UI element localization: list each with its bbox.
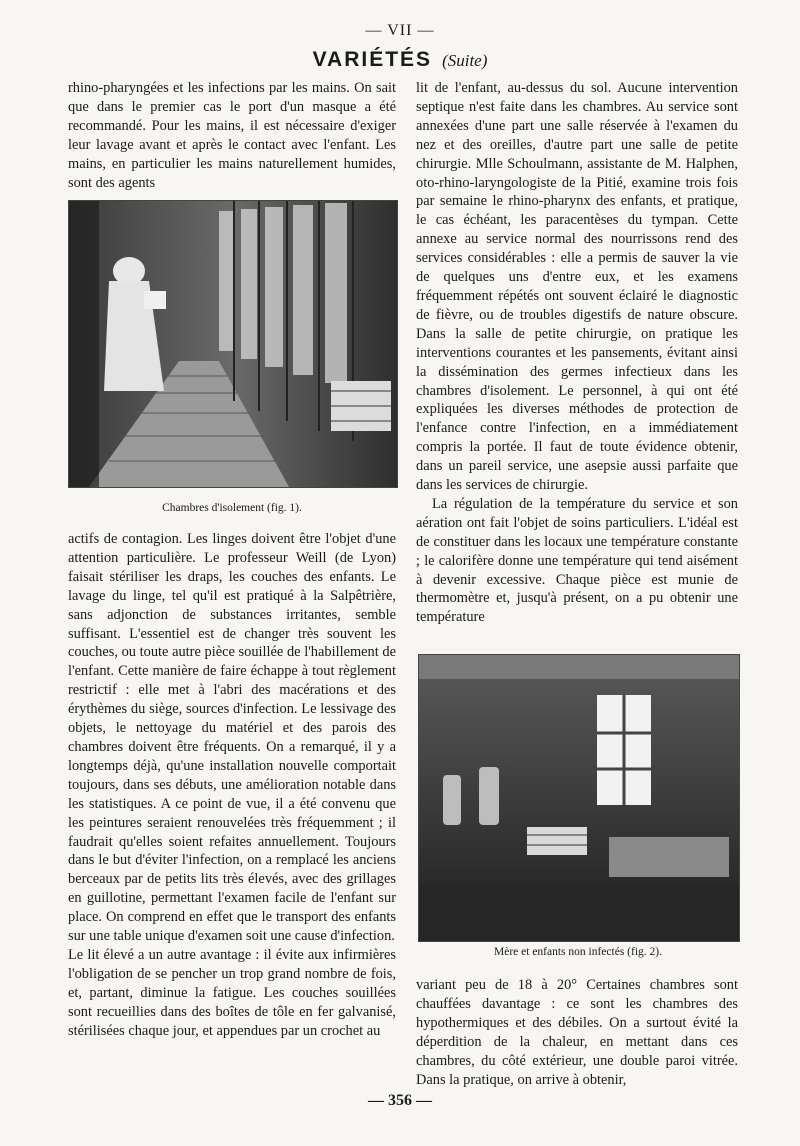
column-2-bottom-text [416,976,738,1089]
section-title [0,48,800,72]
column-1-bottom-text [68,530,396,1040]
roman-page-number: — VII — [365,22,435,39]
paragraph: La régulation de la température du service et son aération ont fait l'objet de soins particuliers. L'idéal est de constituer dans les locaux une température constante ; le calorifère donne une température qui tend aisément à devenir excessive. Chaque pièce est munie de thermomètre et, jusqu'à présent, on a pu obtenir une température [416,495,738,626]
figure-2-photo [418,654,740,942]
paragraph: variant peu de 18 à 20° Certaines chambres sont chauffées davantage : ce sont les chambres des hypothermiques et des débiles. On a surtout évité la déperdition de la chaleur, en mettant dans ces chambres, du côté extérieur, une double paroi vitrée. Dans la pratique, on arrive à obtenir, [416,977,738,1088]
figure-2-caption: Mère et enfants non infectés (fig. 2). [494,946,662,958]
figure-1-caption: Chambres d'isolement (fig. 1). [162,502,302,514]
paragraph: rhino-pharyngées et les infections par les mains. On sait que dans le premier cas le port d'un masque a été recommandé. Pour les mains, il est nécessaire d'exiger leur lavage avant et après le contact avec l'enfant. Les mains, en particulier les mains naturellement humides, sont des agents [68,80,396,191]
figure-1-photo [68,200,398,488]
column-2-top-text [416,79,738,627]
page-number: — 356 — [368,1092,432,1109]
paragraph: Le lit élevé a un autre avantage : il évite aux infirmières l'obligation de se pencher un trop grand nombre de fois, et, partant, diminue la fatigue. Les couches souillées sont recueillies dans des boîtes de tôle en fer galvanisé, stérilisées chaque jour, et appendues par un crochet au [68,946,396,1039]
column-1-top-text [68,79,396,192]
section-title-suffix: (Suite) [442,51,488,70]
paragraph: lit de l'enfant, au-dessus du sol. Aucune intervention septique n'est faite dans les chambres. Au service sont annexées d'une part une salle réservée à l'examen du nez et des oreilles, d'autre part une salle de petite chirurgie. Mlle Schoulmann, assistante de M. Halphen, oto-rhino-laryngologiste de la Pitié, examine trois fois par semaine le rhino-pharynx des enfants, et pratique, le cas échéant, les paracentèses du tympan. Cette annexe au service normal des nourrissons rend des services considérables : elle a permis de sauver la vie de quelques uns d'entre eux, et les examens fréquemment répétés ont souvent éclairé le diagnostic de fièvre, ou de troubles digestifs de nature obscure. Dans la salle de petite chirurgie, on pratique les interventions courantes et les pansements, évitant ainsi la dissémination des germes infectieux dans les chambres d'isolement. Le personnel, à qui ont été expliquées les diverses méthodes de protection de l'enfance contre l'infection, en a immédiatement compris la portée. Il faut de toute évidence obtenir, dans un pareil service, une asepsie aussi parfaite que dans les services de chirurgie. [416,80,738,494]
paragraph: actifs de contagion. Les linges doivent être l'objet d'une attention particulière. Le professeur Weill (de Lyon) faisait stériliser les draps, les couches des enfants. Le lavage du linge, tel qu'il est pratiqué à la Salpêtrière, sans adjonction de substances irritantes, semble suffisant. L'essentiel est de changer très souvent les couches, ou toute autre pièce souillée de l'habillement de l'enfant. Cette manière de faire échappe à tout règlement restrictif : elle met à l'abri des macérations et des érythèmes du siège, sources d'infection. Le lessivage des objets, le nettoyage du matériel et des parois des chambres doivent être fréquents. On a remarqué, il y a longtemps déjà, qu'une installation nouvelle comportait toujours, dans ses débuts, une amélioration notable dans les statistiques. A ce point de vue, il a été convenu que les peintures seraient renouvelées très fréquemment ; il faudrait qu'elles soient refaites annuellement. Toujours dans le but d'éviter l'infection, on a remplacé les anciens berceaux par de petits lits très élevés, avec des grillages en guillotine, permettant l'examen facile de l'enfant sur place. On comprend en effet que le transport des enfants sur une table unique d'examen soit une cause d'infection. [68,531,396,945]
section-title-main: VARIÉTÉS [312,48,433,71]
